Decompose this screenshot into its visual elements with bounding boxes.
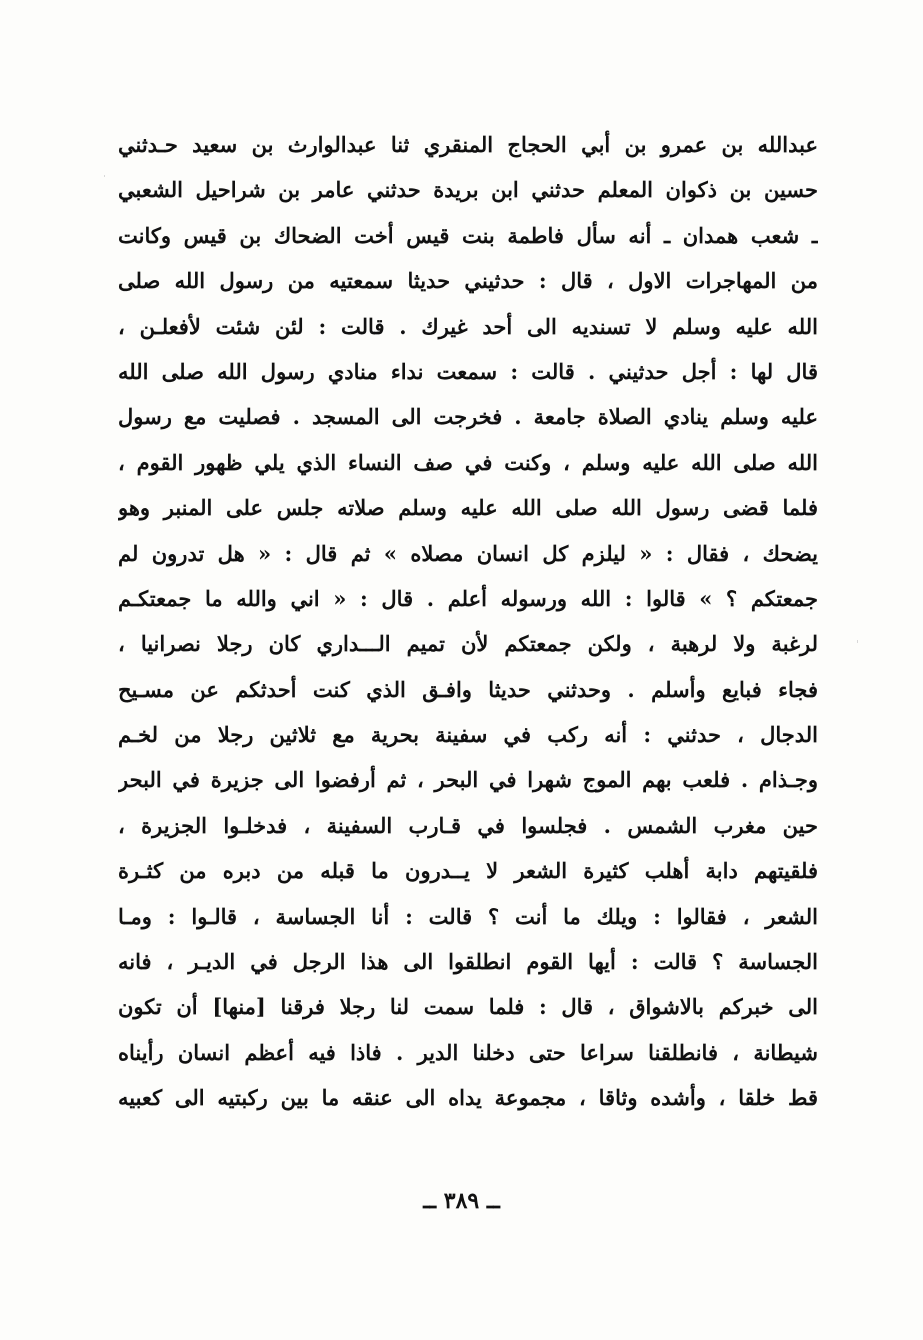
- scan-mark: [104, 175, 105, 177]
- text-line: الى خبركم بالاشواق ، قال : فلما سمت لنا رجلا فرقنا [منها] أن تكون: [118, 994, 818, 1020]
- text-line: شيطانة ، فانطلقنا سراعا حتى دخلنا الدير . فاذا فيه أعظم انسان رأيناه: [118, 1039, 818, 1065]
- text-line: وجـذام . فلعب بهم الموج شهرا في البحر ، ثم أرفضوا الى جزيرة في البحر: [118, 767, 818, 793]
- text-line: ـ شعب همدان ـ أنه سأل فاطمة بنت قيس أخت الضحاك بن قيس وكانت: [118, 222, 818, 248]
- text-line: من المهاجرات الاول ، قال : حدثيني حديثا سمعتيه من رسول الله صلى: [118, 268, 818, 294]
- text-line: فجاء فبايع وأسلم . وحدثني حديثا وافـق الذي كنت أحدثكم عن مسـيح: [118, 676, 818, 702]
- text-line: فلما قضى رسول الله صلى الله عليه وسلم صلاته جلس على المنبر وهو: [118, 495, 818, 521]
- text-line: عبدالله بن عمرو بن أبي الحجاج المنقري ثنا عبدالوارث بن سعيد حـدثني: [118, 132, 818, 157]
- text-line: الله صلى الله عليه وسلم ، وكنت في صف النساء الذي يلي ظهور القوم ،: [118, 449, 818, 475]
- text-line: الدجال ، حدثني : أنه ركب في سفينة بحرية مع ثلاثين رجلا من لخـم: [118, 722, 818, 748]
- text-line: عليه وسلم ينادي الصلاة جامعة . فخرجت الى المسجد . فصليت مع رسول: [118, 404, 818, 430]
- text-line: قال لها : أجل حدثيني . قالت : سمعت نداء منادي رسول الله صلى الله: [118, 358, 818, 384]
- text-line: الجساسة ؟ قالت : أيها القوم انطلقوا الى هذا الرجل في الديـر ، فانه: [118, 949, 818, 975]
- body-text: [118, 122, 818, 1121]
- page-number: ــ ٣٨٩ ــ: [423, 1188, 500, 1214]
- text-line: فلقيتهم دابة أهلب كثيرة الشعر لا يــدرون ما قبله من دبره من كثـرة: [118, 858, 818, 884]
- text-line: قط خلقا ، وأشده وثاقا ، مجموعة يداه الى عنقه ما بين ركبتيه الى كعبيه: [118, 1085, 818, 1111]
- scan-mark: [857, 640, 858, 643]
- text-line: يضحك ، فقال : « ليلزم كل انسان مصلاه » ثم قال : « هل تدرون لم: [118, 540, 818, 566]
- text-line: حسين بن ذكوان المعلم حدثني ابن بريدة حدثني عامر بن شراحيل الشعبي: [118, 177, 818, 203]
- text-line: حين مغرب الشمس . فجلسوا في قـارب السفينة ، فدخلـوا الجزيرة ،: [118, 812, 818, 838]
- text-line: لرغبة ولا لرهبة ، ولكن جمعتكم لأن تميم الـــداري كان رجلا نصرانيا ،: [118, 631, 818, 657]
- text-line: الشعر ، فقالوا : ويلك ما أنت ؟ قالت : أنا الجساسة ، قالـوا : ومـا: [118, 903, 818, 929]
- text-line: جمعتكم ؟ » قالوا : الله ورسوله أعلم . قال : « اني والله ما جمعتكـم: [118, 585, 818, 611]
- text-line: الله عليه وسلم لا تسنديه الى أحد غيرك . قالت : لئن شئت لأفعلـن ،: [118, 313, 818, 339]
